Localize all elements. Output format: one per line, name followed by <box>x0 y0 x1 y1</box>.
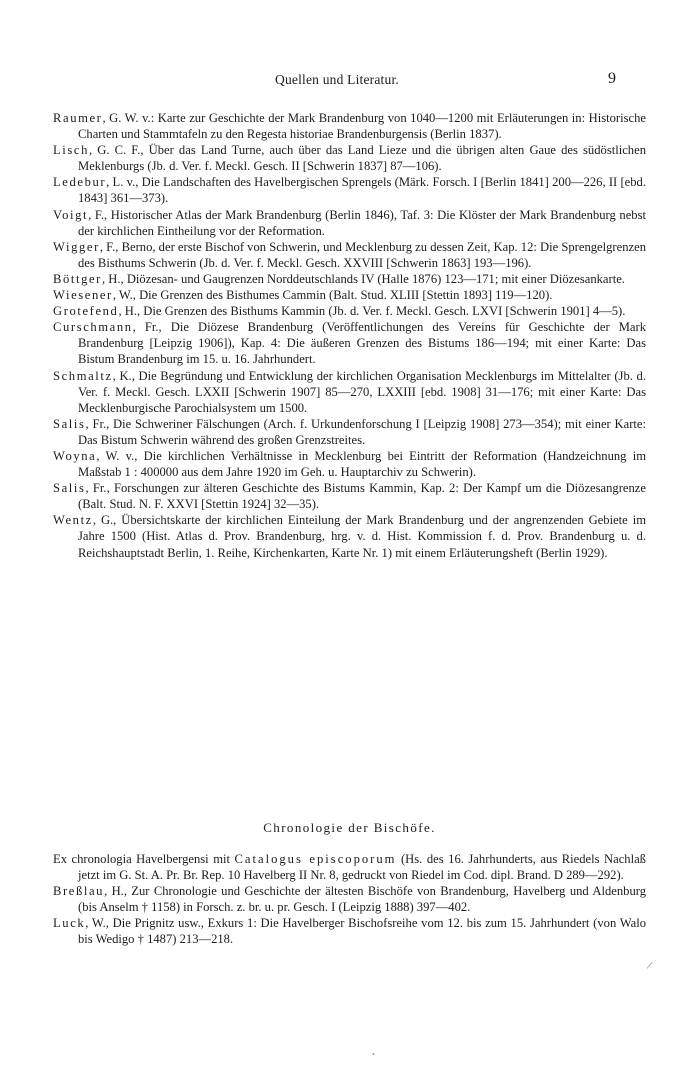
bib-entry <box>53 416 646 448</box>
bib-entry <box>53 480 646 512</box>
bib-author: Breßlau <box>53 884 105 899</box>
bib-text: , F., Historischer Atlas der Mark Brandenburg (Berlin 1846), Taf. 3: Die Klöster der Mark Brandenburg nebst der kirchlichen Eintheilung vor der Reformation. <box>78 207 646 238</box>
bib-author: Voigt <box>53 207 89 222</box>
bib-author: Schmaltz <box>53 368 113 383</box>
bib-text: , Fr., Die Schweriner Fälschungen (Arch. f. Urkundenforschung I [Leipzig 1908] 273—354); mit einer Karte: Das Bistum Schwerin während des großen Grenzstreites. <box>78 416 646 447</box>
bib-text: Ex chronologia Havelbergensi mit <box>53 852 235 866</box>
bib-author: Woyna <box>53 448 97 463</box>
bib-author: Salis <box>53 481 86 496</box>
chronology-section <box>53 820 646 948</box>
bib-text: , Fr., Forschungen zur älteren Geschichte des Bistums Kammin, Kap. 2: Der Kampf um die Diözesangrenze (Balt. Stud. N. F. XXVI [Stettin 1924] 32—35). <box>78 481 646 512</box>
bib-entry <box>53 448 646 480</box>
bib-entry <box>53 207 646 239</box>
bib-text: , G., Übersichtskarte der kirchlichen Einteilung der Mark Brandenburg und der angrenzenden Gebiete im Jahre 1500 (Hist. Atlas d. Prov. Brandenburg, hrg. v. d. Hist. Kommission f. d. Prov. Brandenburg u. d. Reichshauptstadt Berlin, 1. Reihe, Kirchenkarten, Karte Nr. 1) mit einem Erläuterungsheft (Berlin 1929). <box>78 513 646 560</box>
bib-entry <box>53 239 646 271</box>
bib-entry <box>53 915 646 947</box>
bib-entry <box>53 319 646 367</box>
bib-author: Ledebur <box>53 175 107 190</box>
bib-text: , W., Die Grenzen des Bisthumes Cammin (Balt. Stud. XLIII [Stettin 1893] 119—120). <box>112 288 553 303</box>
bib-text: , H., Die Grenzen des Bisthums Kammin (Jb. d. Ver. f. Meckl. Gesch. LXVI [Schwerin 1901] 4—5). <box>118 304 626 319</box>
bib-text: , F., Berno, der erste Bischof von Schwerin, und Mecklenburg zu dessen Zeit, Kap. 12: Die Sprengelgrenzen des Bisthums Schwerin (Jb. d. Ver. f. Meckl. Gesch. XXVIII [Schwerin 1863] 193—196). <box>78 239 646 270</box>
bib-text: , W. v., Die kirchlichen Verhältnisse in Mecklenburg bei Eintritt der Reformation (Handzeichnung im Maßstab 1 : 400000 aus dem Jahre 1920 im Geh. u. Hauptarchiv zu Schwerin). <box>78 448 646 480</box>
bib-author: Lisch <box>53 143 89 158</box>
bib-entry <box>53 512 646 560</box>
bib-text: , K., Die Begründung und Entwicklung der kirchlichen Organisation Mecklenburgs im Mittelalter (Jb. d. Ver. f. Meckl. Gesch. LXXII [Schwerin 1907] 85—270, LXXIII [ebd. 1908] 31—176; mit einer Karte: Das Mecklenburgische Parochialsystem um 1500. <box>78 368 646 415</box>
bib-entry <box>53 368 646 416</box>
running-title: Quellen und Literatur. <box>275 72 399 87</box>
bib-text: , H., Zur Chronologie und Geschichte der ältesten Bischöfe von Brandenburg, Havelberg und Aldenburg (bis Anselm † 1158) in Forsch. z. br. u. pr. Gesch. I (Leipzig 1888) 397—402. <box>78 884 646 915</box>
bib-entry <box>53 110 646 142</box>
page-number: 9 <box>608 70 616 87</box>
bib-text: , H., Diözesan- und Gaugrenzen Norddeutschlands IV (Halle 1876) 123—171; mit einer Diözesankarte. <box>101 271 625 286</box>
bib-text: , G. C. F., Über das Land Turne, auch über das Land Lieze und die übrigen alten Gaue des südöstlichen Meklenburgs (Jb. d. Ver. f. Meckl. Gesch. II [Schwerin 1837] 87—106). <box>78 143 646 174</box>
bib-author: Böttger <box>53 271 102 286</box>
bib-author: Wigger <box>53 239 100 254</box>
bib-text: , L. v., Die Landschaften des Havelbergischen Sprengels (Märk. Forsch. I [Berlin 1841] 200—226, II [ebd. 1843] 361—373). <box>78 175 646 206</box>
bib-entry <box>53 851 646 883</box>
bib-author: Salis <box>53 416 86 431</box>
bib-author: Wiesener <box>53 288 113 303</box>
bib-entry <box>53 174 646 206</box>
bib-author: Wentz <box>53 513 93 528</box>
bib-author: Raumer <box>53 111 103 125</box>
bib-text: , W., Die Prignitz usw., Exkurs 1: Die Havelberger Bischofsreihe vom 12. bis zum 15. Jahrhundert (von Walo bis Wedigo † 1487) 213—218. <box>78 916 646 947</box>
bib-author: Grotefend <box>53 304 119 319</box>
bib-spaced-title: Catalogus episcoporum <box>234 852 397 866</box>
bib-entry <box>53 142 646 174</box>
stray-mark-icon: / <box>645 957 654 973</box>
dot-mark-icon: • <box>372 1050 375 1059</box>
bib-entry <box>53 303 646 319</box>
running-header <box>58 72 616 92</box>
bib-text: , Fr., Die Diözese Brandenburg (Veröffentlichungen des Vereins für Geschichte der Mark Brandenburg [Leipzig 1906]), Kap. 4: Die äußeren Grenzen des Bistums 186—194; mit einer Karte: Das Bistum Brandenburg im 15. u. 16. Jahrhundert. <box>78 320 646 367</box>
bib-entry <box>53 883 646 915</box>
bib-author: Curschmann <box>53 320 133 335</box>
bib-text: , G. W. v.: Karte zur Geschichte der Mark Brandenburg von 1040—1200 mit Erläuterungen in: Historische Charten und Stammtafeln zu den Regesta historiae Brandenburgensis (Berlin 1837). <box>78 111 646 142</box>
literature-list <box>53 110 646 561</box>
bib-entry <box>53 271 646 287</box>
section-heading: Chronologie der Bischöfe. <box>263 820 436 835</box>
bib-author: Luck <box>53 916 86 931</box>
bib-entry <box>53 287 646 303</box>
bib-text: (Hs. des 16. Jahrhunderts, aus Riedels Nachlaß jetzt im G. St. A. Pr. Br. Rep. 10 Havelberg II Nr. 8, gedruckt von Riedel im Cod. dipl. Brand. D 289—292). <box>78 852 646 883</box>
